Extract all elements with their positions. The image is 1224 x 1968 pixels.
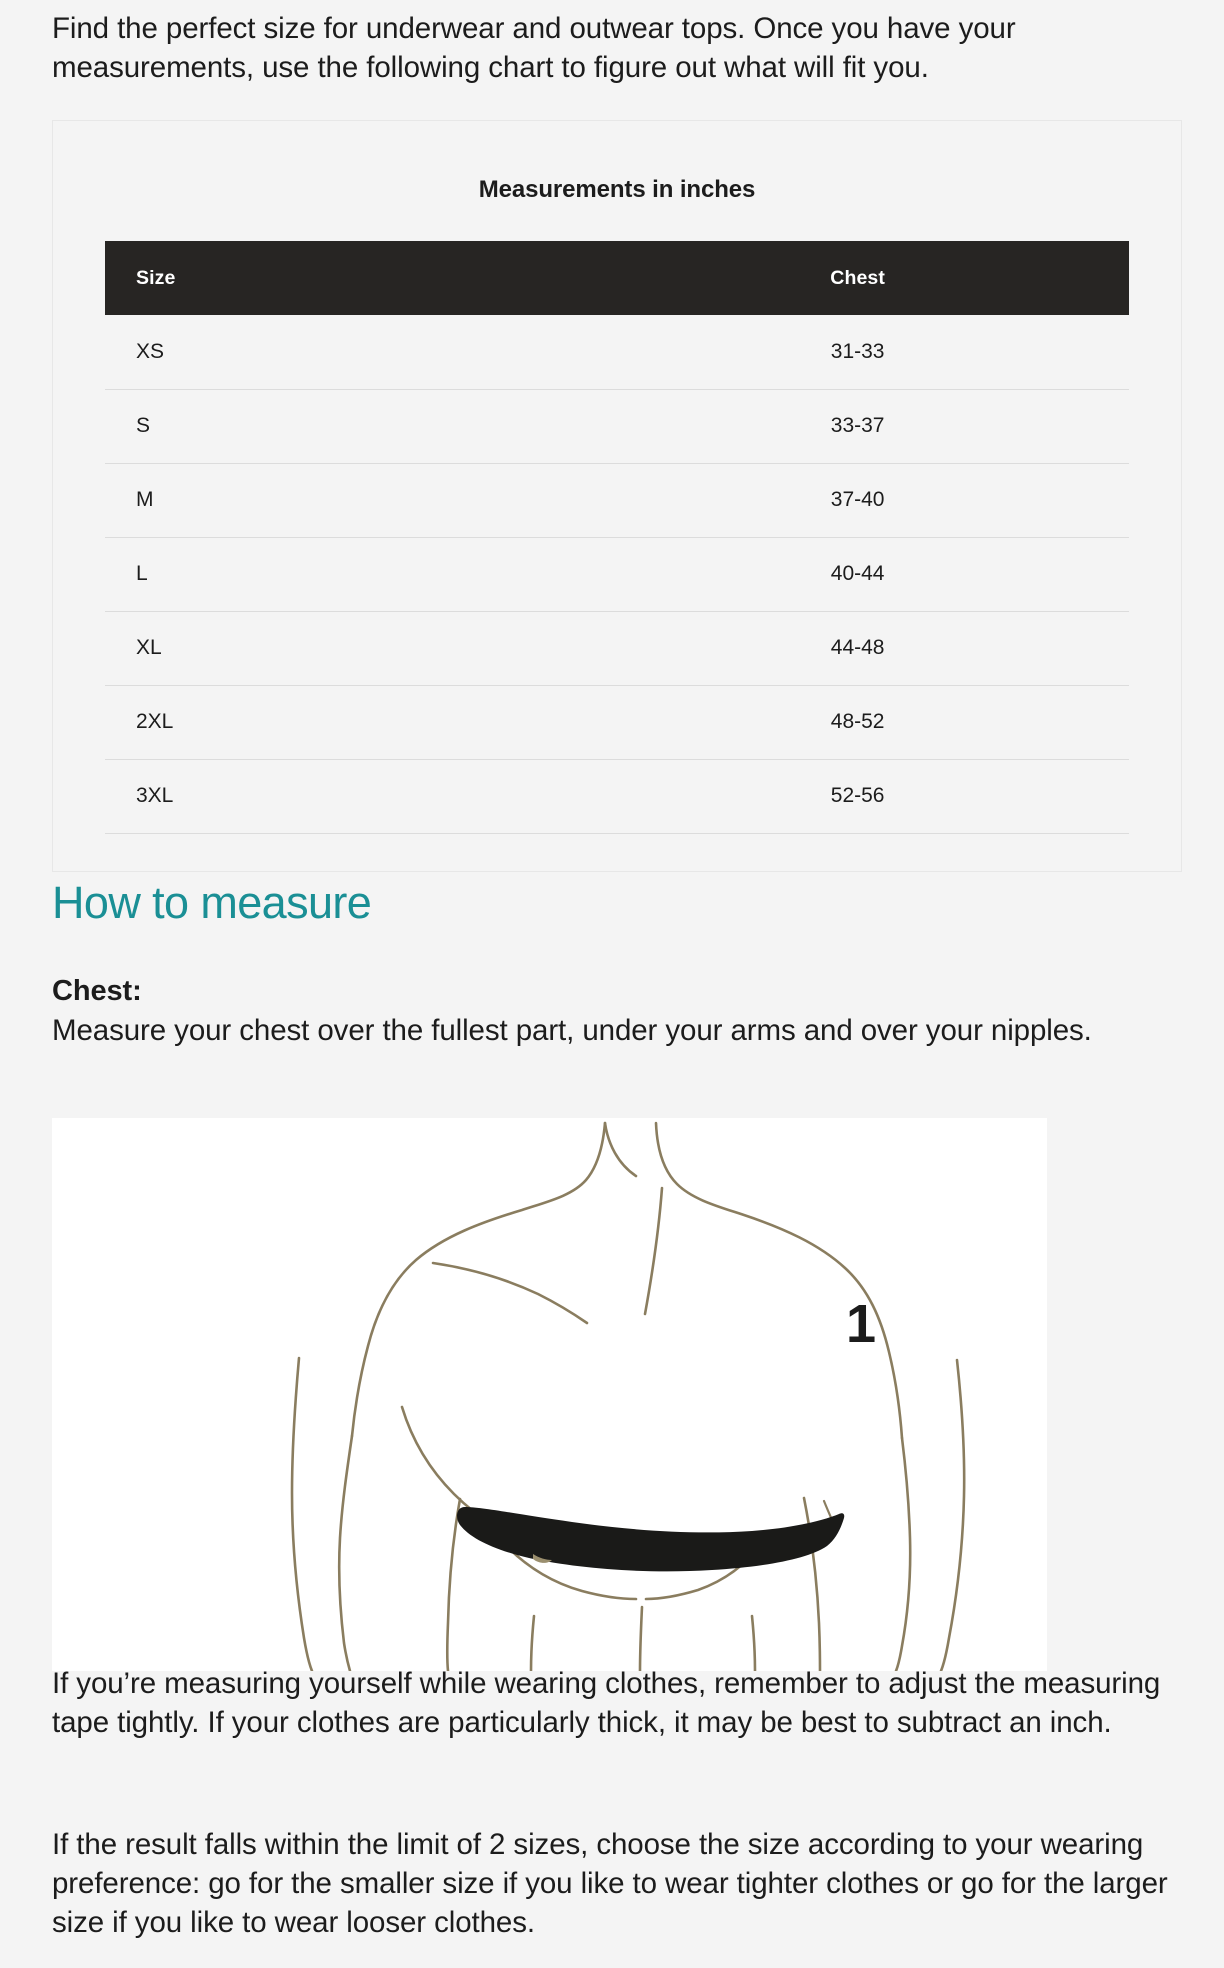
chest-section-description: Measure your chest over the fullest part, under your arms and over your nipples.	[52, 1014, 1092, 1047]
cell-size: S	[105, 389, 586, 463]
cell-chest: 40-44	[586, 537, 1129, 611]
chest-section-label: Chest:	[52, 975, 142, 1007]
cell-chest: 33-37	[586, 389, 1129, 463]
column-header-size: Size	[105, 241, 586, 315]
chart-title: Measurements in inches	[478, 176, 756, 203]
column-header-chest: Chest	[586, 241, 1129, 315]
cell-size: XL	[105, 611, 586, 685]
measuring-note-clothes: If you’re measuring yourself while wearing clothes, remember to adjust the measuring tape tightly. If your clothes are particularly thick, it may be best to subtract an inch.	[52, 1667, 1161, 1739]
cell-chest: 31-33	[586, 315, 1129, 389]
cell-size: M	[105, 463, 586, 537]
table-row	[105, 611, 1129, 685]
table-row	[105, 315, 1129, 389]
cell-size: L	[105, 537, 586, 611]
table-header-row	[105, 241, 1129, 315]
chest-measurement-illustration	[52, 1118, 1047, 1671]
cell-size: 2XL	[105, 685, 586, 759]
intro-paragraph: Find the perfect size for underwear and outwear tops. Once you have your measurements, use the following chart to figure out what will fit you.	[52, 12, 1016, 84]
table-row	[105, 463, 1129, 537]
table-body	[105, 315, 1129, 833]
table-row	[105, 685, 1129, 759]
measuring-tape-icon	[457, 1507, 844, 1571]
cell-chest: 44-48	[586, 611, 1129, 685]
cell-size: XS	[105, 315, 586, 389]
cell-size: 3XL	[105, 759, 586, 833]
how-to-measure-heading: How to measure	[52, 877, 372, 928]
size-chart-table	[105, 241, 1129, 834]
measuring-note-size-choice: If the result falls within the limit of 2 sizes, choose the size according to your wearing preference: go for the smaller size if you like to wear tighter clothes or go for the larger size if you like to wear looser clothes.	[52, 1828, 1168, 1939]
cell-chest: 48-52	[586, 685, 1129, 759]
torso-diagram-icon	[52, 1118, 1047, 1671]
table-header	[105, 241, 1129, 315]
cell-chest: 52-56	[586, 759, 1129, 833]
table-row	[105, 537, 1129, 611]
table-row	[105, 389, 1129, 463]
table-row	[105, 759, 1129, 833]
cell-chest: 37-40	[586, 463, 1129, 537]
measurement-marker-1: 1	[846, 1294, 877, 1354]
size-chart-card	[52, 120, 1182, 872]
